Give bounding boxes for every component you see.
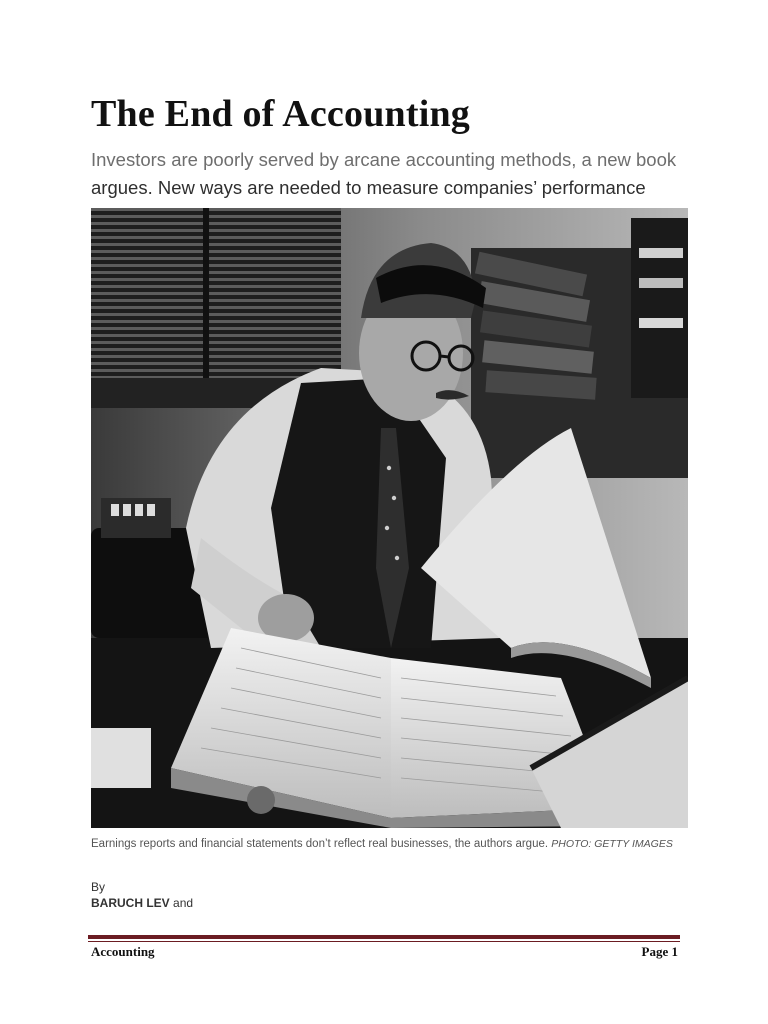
subtitle-line-2: argues. New ways are needed to measure companies’ performance [91, 177, 646, 198]
window-blinds [91, 208, 341, 378]
byline-authors [91, 896, 193, 910]
footer-divider-thin [88, 941, 680, 942]
author-suffix: and [173, 896, 194, 910]
article-subtitle [91, 146, 701, 202]
author-name[interactable]: BARUCH LEV [91, 896, 170, 910]
caption-credit: PHOTO: GETTY IMAGES [551, 838, 673, 850]
footer-divider-thick [88, 935, 680, 939]
photo-caption [91, 836, 691, 853]
article-title: The End of Accounting [91, 93, 471, 135]
article-photo [91, 208, 688, 828]
footer-page-number: Page 1 [641, 944, 678, 959]
subtitle-line-1: Investors are poorly served by arcane accounting methods, a new book [91, 149, 677, 170]
footer-section-title: Accounting [91, 944, 155, 959]
byline-label: By [91, 880, 106, 894]
caption-text: Earnings reports and financial statements don’t reflect real businesses, the authors argue. [91, 838, 549, 850]
